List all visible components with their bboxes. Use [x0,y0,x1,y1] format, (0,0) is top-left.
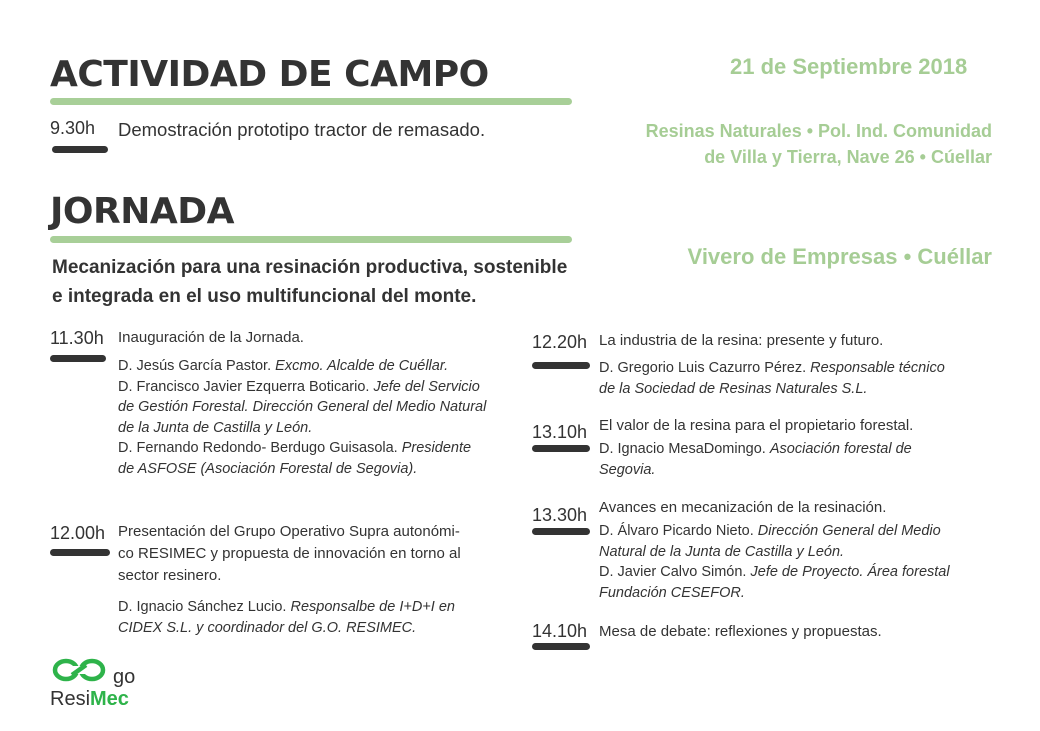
speaker: D. Fernando Redondo- Berdugo Guisasola. Presidente [118,440,472,456]
session-industria [599,330,999,399]
time-1330-dash [532,528,590,535]
jornada-title: JORNADA [50,191,234,232]
jornada-subtitle-line-2: e integrada en el uso multifuncional del monte. [52,286,477,307]
speaker-role-line: de ASFOSE (Asociación Forestal de Segovia). [118,460,418,477]
speaker-role-line: de la Sociedad de Resinas Naturales S.L. [599,380,868,397]
session-mesa [599,621,999,642]
logo-go: go [113,666,136,688]
session-valor [599,415,999,480]
campo-time: 9.30h [50,118,96,138]
time-1410: 14.10h [532,621,588,641]
time-1220-dash [532,362,590,369]
speaker-role-line: de la Junta de Castilla y León. [118,419,313,436]
speaker-role-line: CIDEX S.L. y coordinador del G.O. RESIMEC. [118,619,417,636]
speaker: D. Álvaro Picardo Nieto. Dirección General del Medio [599,523,941,539]
campo-place-line-2: de Villa y Tierra, Nave 26 • Cúellar [704,147,992,167]
campo-date: 21 de Septiembre 2018 [730,54,968,79]
time-1200: 12.00h [50,523,106,543]
session-avances [599,497,999,603]
jornada-title-underline [50,236,572,243]
time-1130: 11.30h [50,328,104,348]
jornada-subtitle [52,253,567,311]
time-1410-dash [532,643,590,650]
session-title: Avances en mecanización de la resinación. [599,499,887,516]
session-title: Mesa de debate: reflexiones y propuestas. [599,623,882,640]
campo-place [646,118,992,170]
campo-title-underline [50,98,572,105]
time-1130-dash [50,355,106,362]
session-inauguracion [118,327,518,479]
speaker: D. Gregorio Luis Cazurro Pérez. Responsable técnico [599,360,945,376]
time-1200-dash [50,549,110,556]
speaker-role-line: Natural de la Junta de Castilla y León. [599,543,845,560]
time-1330: 13.30h [532,505,588,525]
time-1310: 13.10h [532,422,588,442]
jornada-place: Vivero de Empresas • Cuéllar [687,244,992,269]
session-title: La industria de la resina: presente y futuro. [599,332,884,349]
campo-activity: Demostración prototipo tractor de remasado. [118,119,486,140]
session-title-line: co RESIMEC y propuesta de innovación en torno al [118,545,461,562]
campo-place-line-1: Resinas Naturales • Pol. Ind. Comunidad [645,121,992,141]
speaker-role-line: Fundación CESEFOR. [599,584,745,601]
infinity-icon [52,657,112,683]
speaker: D. Ignacio Sánchez Lucio. Responsalbe de I+D+I en [118,599,455,615]
speaker: D. Javier Calvo Simón. Jefe de Proyecto. Área forestal [599,564,950,580]
session-title-line: Presentación del Grupo Operativo Supra autonómi- [118,523,460,540]
jornada-subtitle-line-1: Mecanización para una resinación productiva, sostenible [52,257,568,278]
campo-time-dash [52,146,108,153]
time-1310-dash [532,445,590,452]
time-1220: 12.20h [532,332,588,352]
speaker-role-line: Segovia. [599,461,656,478]
speaker: D. Ignacio MesaDomingo. Asociación forestal de [599,441,912,457]
speaker-role-line: de Gestión Forestal. Dirección General del Medio Natural [118,399,487,415]
speaker: D. Jesús García Pastor. Excmo. Alcalde de Cuéllar. [118,358,449,374]
speaker: D. Francisco Javier Ezquerra Boticario. Jefe del Servicio [118,378,480,395]
session-title-line: sector resinero. [118,567,222,584]
session-title: Inauguración de la Jornada. [118,329,304,346]
campo-title: ACTIVIDAD DE CAMPO [50,54,489,95]
session-presentacion [118,521,518,638]
logo-wordmark: ResiMec [50,688,129,710]
session-title: El valor de la resina para el propietario forestal. [599,417,914,434]
resimec-logo [50,657,160,713]
